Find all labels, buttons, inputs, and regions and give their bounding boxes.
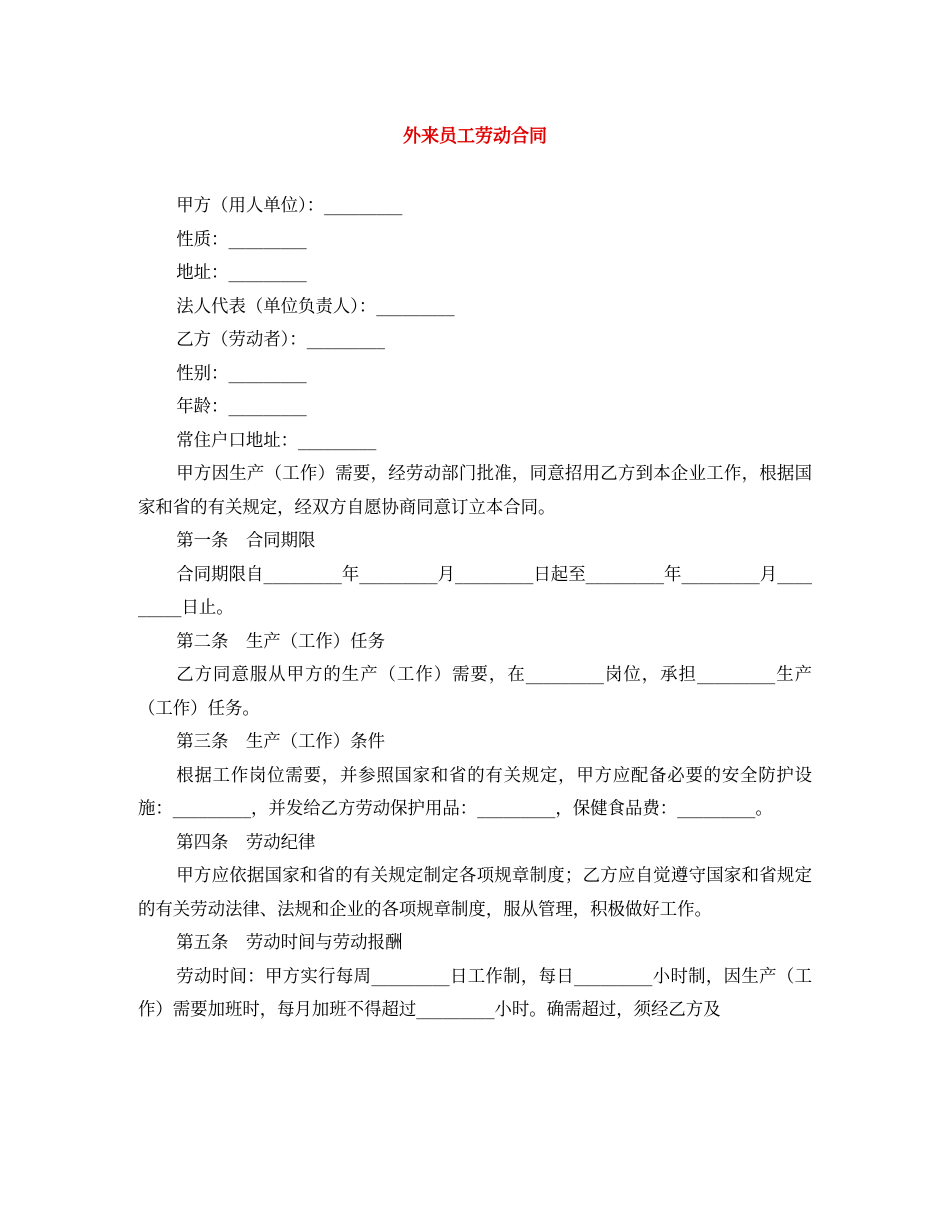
legal-representative-line: 法人代表（单位负责人）：_________ <box>176 296 455 317</box>
article-4-heading: 第四条 劳动纪律 <box>176 832 316 853</box>
article-3-body: 根据工作岗位需要，并参照国家和省的有关规定，甲方应配备必要的安全防护设施：_________，并发给乙方劳动保护用品：_________，保健食品费：_________。 <box>138 765 812 819</box>
article-5-heading: 第五条 劳动时间与劳动报酬 <box>176 933 403 953</box>
article-1-body: 合同期限自_________年_________月_________日起至_________年_________月_________日止。 <box>138 564 812 618</box>
preamble-paragraph: 甲方因生产（工作）需要，经劳动部门批准，同意招用乙方到本企业工作，根据国家和省的有关规定，经双方自愿协商同意订立本合同。 <box>138 464 812 518</box>
address-line: 地址：_________ <box>176 263 307 283</box>
residence-address-line: 常住户口地址：_________ <box>176 430 377 451</box>
article-3-heading: 第三条 生产（工作）条件 <box>176 732 385 752</box>
party-a-line: 甲方（用人单位）：_________ <box>176 196 403 216</box>
article-2-heading: 第二条 生产（工作）任务 <box>176 631 385 652</box>
party-b-line: 乙方（劳动者）：_________ <box>176 330 385 350</box>
gender-line: 性别：_________ <box>176 363 307 384</box>
nature-line: 性质：_________ <box>176 229 307 250</box>
age-line: 年龄：_________ <box>176 397 307 417</box>
article-2-body: 乙方同意服从甲方的生产（工作）需要，在_________岗位，承担_________生产（工作）任务。 <box>138 665 812 719</box>
contract-body <box>138 190 812 1028</box>
document-title: 外来员工劳动合同 <box>403 126 547 147</box>
article-5-body: 劳动时间：甲方实行每周_________日工作制，每日_________小时制，因生产（工作）需要加班时，每月加班不得超过_________小时。确需超过，须经乙方及 <box>138 966 812 1020</box>
article-4-body: 甲方应依据国家和省的有关规定制定各项规章制度；乙方应自觉遵守国家和省规定的有关劳动法律、法规和企业的各项规章制度，服从管理，积极做好工作。 <box>138 866 812 920</box>
article-1-heading: 第一条 合同期限 <box>176 531 316 551</box>
